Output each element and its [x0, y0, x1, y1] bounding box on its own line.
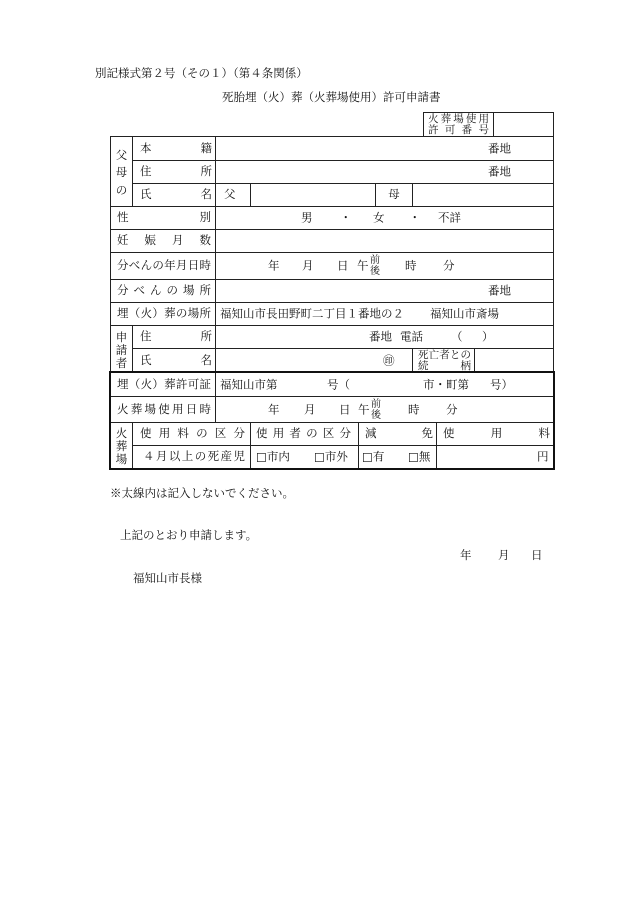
applicant-address-label-cell	[132, 325, 216, 349]
label-char: 許	[428, 123, 439, 136]
label-char: 者	[289, 426, 301, 441]
fee-header-cell	[436, 422, 554, 446]
exempt-yes-checkbox: □有	[362, 449, 385, 464]
label-char: 火	[140, 306, 153, 321]
father-label-cell	[215, 183, 251, 207]
gestation-label-cell	[110, 229, 216, 253]
label-char: 氏	[140, 352, 152, 367]
label-char: の	[306, 426, 318, 441]
label-char: 証	[199, 376, 211, 391]
delivery-am-label: 前	[370, 255, 380, 266]
label-char: 分	[339, 426, 351, 441]
label-char: 別	[199, 210, 211, 225]
exempt-no-checkbox: □無	[408, 449, 431, 464]
delivery-place-label-cell	[110, 279, 216, 303]
applicant-phone-label: 電話	[400, 329, 423, 344]
label-char: 月	[175, 258, 188, 273]
fee-unit: 円	[537, 449, 549, 464]
label-char: 名	[200, 352, 212, 367]
label-char: 上	[181, 449, 194, 464]
use-am-label: 前	[371, 398, 381, 410]
burial-place-facility: 福知山市斎場	[430, 306, 499, 321]
label-char: 火	[117, 401, 129, 416]
use-ampm	[371, 399, 381, 421]
label-char: 場	[115, 451, 128, 466]
delivery-minute-unit: 分	[443, 258, 455, 273]
delivery-ampm	[370, 255, 380, 277]
label-char: 葬	[440, 112, 452, 125]
applicant-name-value-cell	[215, 348, 413, 373]
sex-label-cell	[110, 206, 216, 230]
label-char: 料	[177, 426, 189, 441]
parents-address-suffix: 番地	[488, 164, 511, 179]
delivery-place-suffix: 番地	[488, 283, 511, 298]
label-char: 以	[168, 449, 181, 464]
gestation-value-cell	[215, 229, 554, 253]
label-char: 火	[115, 426, 128, 440]
label-char: 死	[207, 449, 220, 464]
permit-number-close: 号）	[490, 376, 513, 391]
label-char: 妊	[117, 233, 129, 248]
label-char: 氏	[140, 187, 152, 202]
label-char: 使	[158, 401, 170, 416]
label-char: 性	[117, 210, 129, 225]
fee-value-cell	[436, 445, 554, 469]
label-char: 時	[199, 401, 211, 416]
label-char: 月	[155, 449, 168, 464]
label-char: の	[152, 258, 164, 273]
parents-name-label-cell	[132, 183, 216, 207]
permit-number-label-cell	[423, 112, 494, 137]
use-datetime-value-cell	[215, 396, 554, 423]
label-char: 分	[117, 258, 129, 273]
applicant-group-label	[116, 332, 128, 369]
parents-address-label	[140, 166, 212, 178]
label-char: 用	[172, 401, 184, 416]
label-char: 号	[478, 123, 489, 136]
label-char: 火	[428, 112, 439, 125]
parents-group-cell	[110, 136, 133, 207]
label-char: 用	[272, 426, 285, 441]
delivery-hour-unit: 時	[405, 258, 417, 273]
label-char: 続	[418, 359, 429, 372]
delivery-place-label	[117, 285, 211, 297]
label-char: 用	[490, 426, 503, 441]
addressee: 福知山市長様	[133, 571, 202, 585]
label-char: の	[194, 449, 207, 464]
exemption-header	[365, 428, 433, 440]
label-char: 免	[421, 426, 433, 441]
domicile-label-cell	[132, 136, 216, 161]
parents-group-label	[116, 150, 128, 196]
parents-name-label	[140, 189, 212, 201]
label-char: 用	[478, 112, 489, 125]
use-noon-label: 午	[358, 401, 370, 416]
label-char: ）	[152, 376, 164, 391]
gestation-label	[117, 235, 211, 247]
delivery-datetime-value-cell	[215, 252, 554, 280]
user-in-city-checkbox: □市内	[256, 449, 290, 464]
father-label: 父	[224, 187, 236, 202]
relation-label-line2	[418, 361, 471, 372]
label-char: 用	[158, 426, 171, 441]
applicant-address-suffix: 番地	[369, 329, 392, 344]
domicile-label	[140, 140, 212, 155]
date-day-unit: 日	[531, 548, 543, 562]
sex-option-female: 女	[373, 210, 385, 225]
label-char: 所	[199, 283, 211, 298]
label-char: 籍	[200, 140, 212, 155]
user-class-header-cell	[250, 422, 359, 446]
label-char: 者	[115, 355, 128, 370]
form-number: 別記様式第２号（その１）（第４条関係）	[95, 66, 308, 80]
delivery-year-unit: 年	[268, 258, 280, 273]
label-char: 死	[418, 348, 429, 361]
label-char: ４	[143, 449, 155, 464]
label-char: 可	[444, 123, 456, 136]
burial-place-value-cell	[215, 302, 554, 326]
permit-number-value-cell	[493, 112, 554, 137]
label-char: 父	[115, 148, 128, 162]
label-char: 番	[461, 123, 473, 136]
label-char: 区	[322, 426, 335, 441]
label-char: 許	[175, 376, 188, 391]
applicant-address-label	[140, 331, 212, 343]
label-char: の	[460, 348, 471, 361]
user-class-header	[256, 428, 351, 440]
fee-class-value-cell	[132, 445, 251, 469]
label-char: 住	[140, 164, 152, 179]
label-char: 葬	[164, 376, 176, 391]
fee-header	[443, 428, 550, 440]
fee-class-header	[140, 428, 245, 440]
delivery-noon-label: 午	[357, 258, 369, 273]
delivery-pm-label: 後	[370, 266, 380, 277]
permit-number-label-line2	[428, 125, 489, 136]
label-char: 月	[172, 233, 184, 248]
label-char: 葬	[115, 438, 128, 453]
use-day-unit: 日	[339, 401, 351, 416]
label-char: 使	[443, 426, 455, 441]
label-char: べ	[128, 258, 141, 273]
label-char: 埋	[117, 306, 129, 321]
use-month-unit: 月	[304, 401, 316, 416]
label-char: ）	[152, 306, 164, 321]
applicant-phone-close-paren: ）	[482, 329, 494, 344]
father-name-value-cell	[250, 183, 376, 207]
relation-value-cell	[474, 348, 554, 373]
label-char: べ	[133, 283, 145, 298]
applicant-address-value-cell	[215, 325, 554, 349]
label-char: 場	[144, 401, 156, 416]
label-char: 所	[200, 329, 212, 344]
label-char: 区	[214, 426, 227, 441]
applicant-name-label-cell	[132, 348, 216, 373]
use-minute-unit: 分	[446, 401, 458, 416]
date-year-unit: 年	[460, 548, 472, 562]
label-char: 減	[365, 426, 377, 441]
fee-class-value	[143, 451, 245, 463]
delivery-day-unit: 日	[337, 258, 349, 273]
label-char: 使	[465, 112, 477, 125]
domicile-value-cell	[215, 136, 554, 161]
sex-label	[117, 212, 211, 224]
permit-number-open: 号（	[327, 376, 350, 391]
label-char: 火	[140, 376, 153, 391]
label-char: 請	[115, 342, 128, 357]
delivery-datetime-label-cell	[110, 252, 216, 280]
burial-place-label	[117, 308, 211, 320]
label-char: 年	[164, 258, 176, 273]
label-char: （	[128, 306, 141, 321]
application-statement: 上記のとおり申請します。	[120, 528, 258, 542]
label-char: 葬	[164, 306, 176, 321]
date-month-unit: 月	[498, 548, 510, 562]
exemption-value-cell	[358, 445, 437, 469]
label-char: の	[115, 182, 128, 197]
form-title: 死胎埋（火）葬（火葬場使用）許可申請書	[222, 90, 441, 104]
label-char: 場	[183, 283, 195, 298]
permit-city: 市・町第	[423, 376, 469, 391]
user-out-city-checkbox: □市外	[314, 449, 348, 464]
applicant-name-label	[140, 352, 212, 367]
sex-option-male: 男	[301, 210, 313, 225]
label-char: と	[449, 348, 461, 361]
label-char: 時	[199, 258, 211, 273]
delivery-datetime-label	[117, 260, 211, 272]
parents-address-label-cell	[132, 160, 216, 184]
crematorium-group-label	[116, 428, 128, 465]
label-char: 使	[256, 426, 268, 441]
label-char: 児	[233, 449, 245, 464]
use-hour-unit: 時	[408, 401, 420, 416]
label-char: 葬	[130, 401, 143, 416]
sex-separator: ・	[409, 210, 421, 225]
label-char: 場	[453, 112, 464, 125]
bold-box-note: ※太線内は記入しないでください。	[110, 486, 294, 500]
label-char: 料	[538, 426, 550, 441]
mother-name-value-cell	[412, 183, 554, 207]
label-char: 住	[140, 329, 152, 344]
label-char: 日	[187, 258, 200, 273]
label-char: 場	[187, 306, 200, 321]
label-char: 本	[140, 140, 152, 155]
sex-option-unknown: 不詳	[438, 210, 461, 225]
label-char: 所	[199, 306, 211, 321]
user-class-value-cell	[250, 445, 359, 469]
use-datetime-label-cell	[110, 396, 216, 423]
exemption-header-cell	[358, 422, 437, 446]
mother-label: 母	[388, 187, 400, 202]
use-datetime-label	[117, 401, 211, 416]
label-char: 使	[140, 426, 152, 441]
domicile-suffix: 番地	[488, 140, 511, 155]
burial-place-label-cell	[110, 302, 216, 326]
label-char: 日	[185, 401, 198, 416]
permit-certificate-label	[117, 376, 211, 391]
permit-prefix: 福知山市第	[220, 376, 278, 391]
relation-label-cell	[412, 348, 475, 373]
relation-label-line1	[418, 350, 471, 361]
delivery-place-value-cell	[215, 279, 554, 303]
label-char: の	[196, 426, 208, 441]
sex-separator: ・	[340, 210, 352, 225]
label-char: の	[166, 283, 178, 298]
mother-label-cell	[375, 183, 413, 207]
burial-place-address: 福知山市長田野町二丁目１番地の２	[220, 306, 404, 321]
sex-value-cell	[215, 206, 554, 230]
fee-class-header-cell	[132, 422, 251, 446]
label-char: 可	[187, 376, 200, 391]
use-year-unit: 年	[268, 401, 280, 416]
label-char: 娠	[144, 233, 156, 248]
label-char: 母	[115, 165, 128, 180]
use-pm-label: 後	[371, 409, 381, 421]
crematorium-group-cell	[110, 422, 133, 469]
label-char: 柄	[460, 359, 471, 372]
seal-mark: ㊞	[383, 352, 395, 367]
applicant-phone-open-paren: （	[451, 329, 463, 344]
label-char: 分	[117, 283, 129, 298]
label-char: 数	[199, 233, 211, 248]
label-char: 産	[220, 449, 233, 464]
label-char: の	[175, 306, 188, 321]
label-char: 申	[115, 330, 128, 344]
label-char: 分	[233, 426, 245, 441]
label-char: 亡	[428, 348, 440, 361]
label-char: （	[128, 376, 141, 391]
label-char: 所	[200, 164, 212, 179]
label-char: 名	[200, 187, 212, 202]
delivery-month-unit: 月	[302, 258, 314, 273]
permit-number-label-line1	[428, 114, 489, 125]
label-char: ん	[140, 258, 153, 273]
applicant-group-cell	[110, 325, 133, 373]
parents-address-value-cell	[215, 160, 554, 184]
label-char: 埋	[117, 376, 129, 391]
permit-certificate-value-cell	[215, 372, 554, 397]
label-char: 者	[439, 348, 450, 361]
label-char: ん	[150, 283, 162, 298]
permit-certificate-label-cell	[110, 372, 216, 397]
